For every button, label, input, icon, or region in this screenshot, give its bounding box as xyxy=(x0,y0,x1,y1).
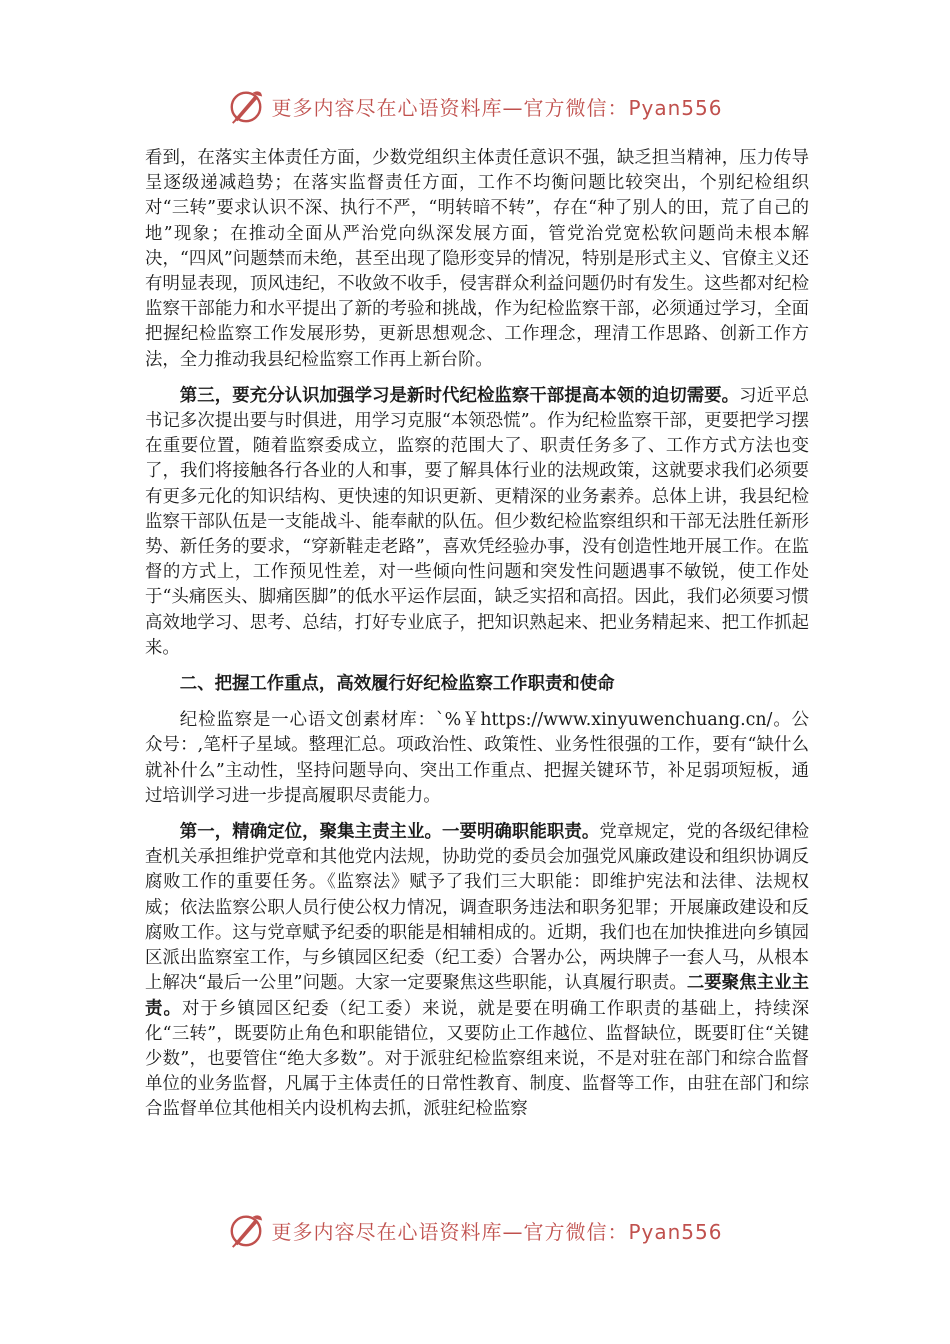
paragraph: 纪检监察是一心语文创素材库：`%￥https://www.xinyuwenchuang.cn/。公众号：,笔杆子星域。整理汇总。项政治性、政策性、业务性很强的工作，要有“缺什么就补什么”主动性，坚持问题导向、突出工作重点、把握关键环节，补足弱项短板，通过培训学习进一步提高履职尽责能力。 xyxy=(145,710,809,806)
paragraph-lead: 第三，要充分认识加强学习是新时代纪检监察干部提高本领的迫切需要。 xyxy=(179,385,740,406)
paragraph: 第一，精确定位，聚集主责主业。一要明确职能职责。党章规定，党的各级纪律检查机关承担维护党章和其他党内法规，协助党的委员会加强党风廉政建设和组织协调反腐败工作的重要任务。《监察法》赋予了我们三大职能：即维护宪法和法律、法规权威；依法监察公职人员行使公权力情况，调查职务违法和职务犯罪；开展廉政建设和反腐败工作。这与党章赋予纪委的职能是相辅相成的。近期，我们也在加快推进向乡镇园区派出监察室工作，与乡镇园区纪委（纪工委）合署办公，两块牌子一套人马，从根本上解决“最后一公里”问题。大家一定要聚焦这些职能，认真履行职责。二要聚焦主业主责。对于乡镇园区纪委（纪工委）来说，就是要在明确工作职责的基础上，持续深化“三转”，既要防止角色和职能错位，又要防止工作越位、监督缺位，既要盯住“关键少数”，也要管住“绝大多数”。对于派驻纪检监察组来说，不是对驻在部门和综合监督单位的业务监督，凡属于主体责任的日常性教育、制度、监督等工作，由驻在部门和综合监督单位其他相关内设机构去抓，派驻纪检监察 xyxy=(145,822,809,1120)
paragraph-lead: 二要聚焦主业主责。 xyxy=(145,973,809,1019)
header-banner xyxy=(0,86,950,126)
quill-logo-icon xyxy=(227,1211,265,1249)
footer-banner xyxy=(0,1210,950,1250)
document-body xyxy=(145,146,809,1134)
quill-logo-icon xyxy=(227,87,265,125)
banner-text: 更多内容尽在心语资料库—官方微信：Pyan556 xyxy=(271,1219,723,1244)
banner-text: 更多内容尽在心语资料库—官方微信：Pyan556 xyxy=(271,95,723,120)
paragraph: 看到，在落实主体责任方面，少数党组织主体责任意识不强，缺乏担当精神，压力传导呈逐级递减趋势；在落实监督责任方面，工作不均衡问题比较突出，个别纪检组织对“三转”要求认识不深、执行不严，“明转暗不转”，存在“种了别人的田，荒了自己的地”现象；在推动全面从严治党向纵深发展方面，管党治党宽松软问题尚未根本解决，“四风”问题禁而未绝，甚至出现了隐形变异的情况，特别是形式主义、官僚主义还有明显表现，顶风违纪，不收敛不收手，侵害群众利益问题仍时有发生。这些都对纪检监察干部能力和水平提出了新的考验和挑战，作为纪检监察干部，必须通过学习，全面把握纪检监察工作发展形势，更新思想观念、工作理念，理清工作思路、创新工作方法，全力推动我县纪检监察工作再上新台阶。 xyxy=(145,148,809,370)
section-heading: 二、把握工作重点，高效履行好纪检监察工作职责和使命 xyxy=(179,674,615,695)
paragraph: 第三，要充分认识加强学习是新时代纪检监察干部提高本领的迫切需要。习近平总书记多次提出要与时俱进，用学习克服“本领恐慌”。作为纪检监察干部，更要把学习摆在重要位置，随着监察委成立，监察的范围大了、职责任务多了、工作方式方法也变了，我们将接触各行各业的人和事，要了解具体行业的法规政策，这就要求我们必须要有更多元化的知识结构、更快速的知识更新、更精深的业务素养。总体上讲，我县纪检监察干部队伍是一支能战斗、能奉献的队伍。但少数纪检监察组织和干部无法胜任新形势、新任务的要求，“穿新鞋走老路”，喜欢凭经验办事，没有创造性地开展工作。在监督的方式上，工作预见性差，对一些倾向性问题和突发性问题遇事不敏锐，使工作处于“头痛医头、脚痛医脚”的低水平运作层面，缺乏实招和高招。因此，我们必须要习惯高效地学习、思考、总结，打好专业底子，把知识熟起来、把业务精起来、把工作抓起来。 xyxy=(145,385,809,658)
paragraph-lead: 第一，精确定位，聚集主责主业。一要明确职能职责。 xyxy=(179,822,600,843)
